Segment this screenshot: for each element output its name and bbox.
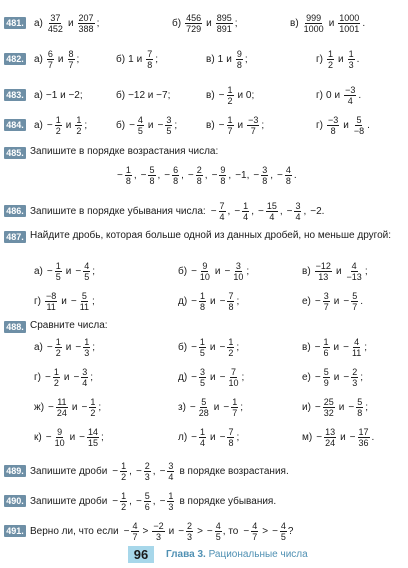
item-label: в) (206, 53, 215, 65)
fraction: $\frac{3}{10}$ (233, 260, 244, 282)
item-e: д) − $\frac{1}{8}$ и − $\frac{7}{8}$ ; (178, 290, 240, 312)
problem-number: 485. (4, 147, 26, 159)
fraction: $\frac{5}{9}$ (323, 366, 329, 388)
fraction: $\frac{3}{4}$ (168, 460, 174, 482)
item-text: и 0; (237, 89, 255, 101)
fraction: $\frac{4}{5}$ (137, 114, 143, 136)
item-label: б) (116, 89, 126, 101)
item-g: ж) − $\frac{11}{24}$ и − $\frac{1}{2}$ ; (34, 396, 102, 418)
fraction: $\frac{25}{32}$ (323, 396, 334, 418)
fraction: $\frac{4}{-13}$ (346, 260, 362, 282)
fraction: $\frac{6}{7}$ (47, 48, 53, 70)
item-k: л) − $\frac{1}{4}$ и − $\frac{7}{8}$ ; (178, 426, 240, 448)
problem-line: Верно ли, что если − $\frac{4}{7}$ > $\frac{-2}{3}$ и − $\frac{2}{3}$ > − $\frac{4}{5}$ , то − $\frac{4}{7}$ > − $\frac{4}{5}$ ? (30, 520, 294, 542)
fraction: $\frac{1}{8}$ (125, 164, 131, 186)
fraction: $\frac{37}{452}$ (47, 12, 63, 34)
fraction: $\frac{14}{15}$ (88, 426, 99, 448)
conjunction: и (214, 265, 221, 277)
item-c: в) − $\frac{1}{2}$ и 0; (206, 84, 255, 106)
integer: 1 (217, 53, 224, 65)
item-label: е) (302, 295, 311, 307)
conjunction: и (71, 401, 78, 413)
fraction: $\frac{7}{8}$ (228, 290, 234, 312)
problem-number: 482. (4, 53, 26, 65)
fraction: $\frac{8}{7}$ (68, 48, 74, 70)
problem-490 (0, 486, 408, 516)
fraction: $\frac{5}{6}$ (144, 490, 150, 512)
item-label: г) (316, 89, 323, 101)
fraction: $\frac{-2}{3}$ (153, 520, 164, 542)
problem-number: 483. (4, 89, 26, 101)
item-c: в) $\frac{999}{1000}$ и $\frac{1000}{1001}$ . (290, 12, 366, 34)
greater-sign: > (142, 525, 149, 537)
fraction: $\frac{207}{388}$ (78, 12, 94, 34)
fraction: $\frac{1}{7}$ (227, 114, 233, 136)
fraction: $\frac{1}{4}$ (243, 200, 249, 222)
fraction: $\frac{-3}{8}$ (327, 114, 339, 136)
problem-number: 489. (4, 465, 26, 477)
fraction: $\frac{7}{8}$ (147, 48, 153, 70)
problem-number: 487. (4, 231, 26, 243)
fraction: $\frac{4}{7}$ (132, 520, 138, 542)
fraction: $\frac{1}{3}$ (168, 490, 174, 512)
item-d: г) $\frac{-8}{11}$ и − $\frac{5}{11}$ ; (34, 290, 95, 312)
fraction: $\frac{2}{8}$ (196, 164, 202, 186)
fraction: $\frac{3}{4}$ (82, 366, 88, 388)
item-label: в) (206, 89, 215, 101)
item-a: а) − $\frac{1}{2}$ и − $\frac{1}{3}$ ; (34, 336, 95, 358)
problem-486 (0, 196, 408, 226)
conjunction: и (334, 89, 341, 101)
problem-number: 491. (4, 525, 26, 537)
item-label: г) (316, 53, 323, 65)
fraction: $\frac{17}{36}$ (358, 426, 369, 448)
conjunction: и (65, 265, 72, 277)
fraction: $\frac{4}{5}$ (280, 520, 286, 542)
fraction: $\frac{5}{8}$ (149, 164, 155, 186)
problem-number: 488. (4, 321, 26, 333)
integer: 1 (128, 53, 134, 65)
conjunction: и (338, 401, 345, 413)
problem-number: 484. (4, 119, 26, 131)
conjunction: и (210, 431, 216, 443)
problem-481 (0, 8, 408, 38)
problem-text: Запишите дроби (30, 495, 108, 507)
item-label: и) (302, 401, 311, 413)
problem-text: Запишите дроби (30, 465, 108, 477)
item-label: е) (302, 371, 311, 383)
fraction: $\frac{456}{729}$ (186, 12, 202, 34)
conjunction: и (67, 17, 74, 29)
problem-number: 481. (4, 17, 26, 29)
fraction: $\frac{5}{7}$ (352, 290, 358, 312)
problem-text: в порядке убывания. (179, 495, 277, 507)
problem-485 (0, 146, 408, 192)
fraction: $\frac{3}{8}$ (262, 164, 268, 186)
conjunction: и (206, 17, 212, 29)
conjunction: и (333, 295, 340, 307)
fraction: $\frac{1}{2}$ (53, 366, 59, 388)
item-c: в) − $\frac{1}{7}$ и $\frac{-3}{7}$ ; (206, 114, 265, 136)
fraction: $\frac{3}{7}$ (323, 290, 329, 312)
fraction: $\frac{-12}{13}$ (315, 260, 331, 282)
problem-483 (0, 80, 408, 110)
problem-text: Сравните числа: (30, 320, 108, 331)
fraction: $\frac{1}{5}$ (199, 336, 205, 358)
item-label: г) (316, 119, 323, 131)
problem-text: в порядке возрастания. (179, 465, 289, 477)
item-label: в) (206, 119, 215, 131)
item-label: в) (302, 265, 311, 277)
conjunction: и (328, 17, 335, 29)
fraction: $\frac{4}{5}$ (84, 260, 90, 282)
item-label: б) (116, 53, 126, 65)
fraction: $\frac{2}{3}$ (187, 520, 193, 542)
fraction: $\frac{4}{11}$ (351, 336, 362, 358)
fraction: $\frac{7}{8}$ (228, 426, 234, 448)
chapter-label: Глава 3. (166, 549, 206, 560)
fraction: $\frac{9}{8}$ (220, 164, 226, 186)
conjunction: и (209, 341, 216, 353)
item-b (116, 80, 170, 110)
fraction: $\frac{5}{-8}$ (353, 114, 365, 136)
item-label: з) (178, 401, 186, 413)
fraction: $\frac{1}{2}$ (327, 48, 333, 70)
item-label: а) (34, 119, 43, 131)
fraction: $\frac{9}{10}$ (54, 426, 65, 448)
conjunction: и (213, 401, 220, 413)
conjunction: и (210, 295, 216, 307)
number-list: − $\frac{1}{8}$ , − $\frac{5}{8}$ , − $\frac{6}{8}$ , − $\frac{2}{8}$ , − $\frac{9}{8}$ , −1, − $\frac{3}{8}$ , − $\frac{4}{8}$ . (117, 164, 297, 186)
fraction: $\frac{1}{3}$ (84, 336, 90, 358)
item-b: б) − $\frac{1}{5}$ и − $\frac{1}{2}$ ; (178, 336, 240, 358)
conjunction: и (168, 525, 175, 537)
fraction: $\frac{5}{28}$ (198, 396, 209, 418)
conjunction: и (61, 295, 67, 307)
conjunction: и (69, 431, 76, 443)
item-d: г) $\frac{1}{2}$ и $\frac{1}{3}$ . (316, 48, 360, 70)
problem-number: 490. (4, 495, 26, 507)
fraction: $\frac{2}{3}$ (352, 366, 358, 388)
fraction: $\frac{1}{2}$ (55, 336, 61, 358)
fraction: $\frac{-3}{7}$ (248, 114, 259, 136)
conjunction: и (340, 431, 346, 443)
item-a: а) − $\frac{1}{2}$ и $\frac{1}{2}$ ; (34, 114, 88, 136)
conjunction: и (343, 119, 349, 131)
fraction: $\frac{7}{4}$ (219, 200, 225, 222)
problem-text: Верно ли, что если (30, 525, 119, 537)
conjunction: и (333, 341, 340, 353)
fraction: $\frac{1}{8}$ (200, 290, 206, 312)
conjunction: и (65, 341, 72, 353)
page-number: 96 (128, 546, 154, 563)
item-f: е) − $\frac{5}{9}$ и − $\frac{2}{3}$ ; (302, 366, 363, 388)
item-d: г) 0 и $\frac{-3}{4}$ . (316, 84, 362, 106)
problem-482 (0, 44, 408, 74)
item-label: а) (34, 17, 43, 29)
problem-text: Запишите в порядке возрастания числа: (30, 146, 219, 157)
fraction: $\frac{13}{24}$ (325, 426, 336, 448)
fraction: $\frac{-3}{4}$ (345, 84, 356, 106)
item-label: д) (178, 295, 188, 307)
item-e: д) − $\frac{3}{5}$ и − $\frac{7}{10}$ ; (178, 366, 245, 388)
fraction: $\frac{7}{10}$ (228, 366, 239, 388)
fraction: $\frac{5}{11}$ (79, 290, 90, 312)
item-label: ж) (34, 401, 45, 413)
item-label: к) (34, 431, 42, 443)
item-b: б) $\frac{456}{729}$ и $\frac{895}{891}$ ; (172, 12, 238, 34)
item-h: з) − $\frac{5}{28}$ и − $\frac{1}{7}$ ; (178, 396, 244, 418)
conjunction: и (65, 119, 72, 131)
fraction: $\frac{1}{6}$ (323, 336, 329, 358)
item-f: е) − $\frac{3}{7}$ и − $\frac{5}{7}$ . (302, 290, 363, 312)
item-label: а) (34, 53, 43, 65)
item-label: а) (34, 341, 43, 353)
fraction: $\frac{1}{2}$ (76, 114, 82, 136)
item-label: а) (34, 265, 43, 277)
problem-484 (0, 110, 408, 140)
fraction: $\frac{1}{2}$ (121, 490, 127, 512)
fraction: $\frac{1000}{1001}$ (339, 12, 360, 34)
item-b: б) − $\frac{9}{10}$ и − $\frac{3}{10}$ ; (178, 260, 250, 282)
item-c: в) − $\frac{1}{6}$ и − $\frac{4}{11}$ ; (302, 336, 368, 358)
problem-number: 486. (4, 205, 26, 217)
fraction: $\frac{1}{2}$ (55, 114, 61, 136)
question-mark: ? (287, 525, 294, 537)
problem-489 (0, 456, 408, 486)
fraction: $\frac{9}{8}$ (236, 48, 242, 70)
greater-sign: > (197, 525, 203, 537)
item-a: а) − $\frac{1}{5}$ и − $\frac{4}{5}$ ; (34, 260, 95, 282)
fraction: $\frac{1}{2}$ (228, 336, 234, 358)
item-c: в) $\frac{-12}{13}$ и $\frac{4}{-13}$ ; (302, 260, 368, 282)
item-l: м) − $\frac{13}{24}$ и − $\frac{17}{36}$ . (302, 426, 375, 448)
conjunction: и (57, 53, 64, 65)
problem-line: Запишите дроби − $\frac{1}{2}$ , − $\frac{2}{3}$ , − $\frac{3}{4}$ в порядке возрастания. (30, 460, 289, 482)
fraction: $\frac{1}{5}$ (55, 260, 61, 282)
conjunction: и (237, 119, 244, 131)
fraction: $\frac{2}{3}$ (144, 460, 150, 482)
fraction: $\frac{4}{7}$ (252, 520, 258, 542)
item-label: а) (34, 89, 43, 101)
item-label: в) (290, 17, 299, 29)
conjunction: и (63, 371, 70, 383)
item-text: −12 и −7; (128, 89, 171, 101)
item-label: м) (302, 431, 313, 443)
fraction: $\frac{-8}{11}$ (45, 290, 57, 312)
fraction: $\frac{5}{8}$ (357, 396, 363, 418)
integer: −1, (235, 169, 250, 181)
item-label: б) (116, 119, 126, 131)
problem-488 (0, 320, 408, 454)
item-label: в) (302, 341, 311, 353)
item-a: а) $\frac{37}{452}$ и $\frac{207}{388}$ ; (34, 12, 100, 34)
item-c: в) 1 и $\frac{9}{8}$ ; (206, 48, 248, 70)
fraction: $\frac{1}{2}$ (227, 84, 233, 106)
item-label: г) (34, 295, 41, 307)
chapter-name: Рациональные числа (208, 549, 308, 560)
fraction: $\frac{15}{4}$ (266, 200, 277, 222)
integer: 0 (325, 89, 332, 101)
fraction: $\frac{1}{3}$ (348, 48, 354, 70)
conjunction: и (210, 371, 216, 383)
conjunction: и (333, 371, 340, 383)
fraction: $\frac{1}{7}$ (232, 396, 238, 418)
problem-487 (0, 230, 408, 318)
problem-text: Найдите дробь, которая больше одной из данных дробей, но меньше другой: (30, 230, 391, 241)
item-a (34, 80, 83, 110)
fraction: $\frac{1}{2}$ (90, 396, 96, 418)
item-label: б) (178, 341, 188, 353)
item-j: к) − $\frac{9}{10}$ и − $\frac{14}{15}$ ; (34, 426, 104, 448)
fraction: $\frac{999}{1000}$ (303, 12, 324, 34)
fraction: $\frac{6}{8}$ (173, 164, 179, 186)
conjunction: и (335, 265, 342, 277)
item-label: б) (178, 265, 188, 277)
problem-line: Запишите дроби − $\frac{1}{2}$ , − $\frac{5}{6}$ , − $\frac{1}{3}$ в порядке убывания. (30, 490, 277, 512)
chapter-title (166, 549, 308, 560)
problem-text: Запишите в порядке убывания числа: (30, 205, 206, 217)
item-d: г) − $\frac{1}{2}$ и − $\frac{3}{4}$ ; (34, 366, 94, 388)
fraction: $\frac{4}{8}$ (285, 164, 291, 186)
fraction: $\frac{3}{5}$ (166, 114, 172, 136)
item-i: и) − $\frac{25}{32}$ и − $\frac{5}{8}$ ; (302, 396, 369, 418)
conjunction: и (338, 53, 344, 65)
fraction: $\frac{3}{4}$ (295, 200, 301, 222)
item-text: −1 и −2; (45, 89, 83, 101)
conjunction: и (226, 53, 232, 65)
problem-491 (0, 516, 408, 546)
page-footer (0, 544, 408, 566)
integer: −2. (310, 205, 325, 217)
fraction: $\frac{1}{4}$ (200, 426, 206, 448)
conjunction: и (147, 119, 154, 131)
item-label: б) (172, 17, 182, 29)
fraction: $\frac{1}{2}$ (121, 460, 127, 482)
item-b: б) − $\frac{4}{5}$ и − $\frac{3}{5}$ ; (116, 114, 178, 136)
fraction: $\frac{11}{24}$ (56, 396, 67, 418)
item-b: б) 1 и $\frac{7}{8}$ ; (116, 48, 159, 70)
fraction: $\frac{3}{5}$ (200, 366, 206, 388)
conjunction: и (136, 53, 143, 65)
item-label: г) (34, 371, 41, 383)
problem-line: Запишите в порядке убывания числа: − $\frac{7}{4}$ , − $\frac{1}{4}$ , − $\frac{15}{4}$ , − $\frac{3}{4}$ , −2. (30, 200, 325, 222)
item-a: а) $\frac{6}{7}$ и $\frac{8}{7}$ ; (34, 48, 80, 70)
fraction: $\frac{895}{891}$ (216, 12, 232, 34)
fraction: $\frac{4}{5}$ (215, 520, 221, 542)
item-d: г) $\frac{-3}{8}$ и $\frac{5}{-8}$ . (316, 114, 370, 136)
greater-sign: > (262, 525, 269, 537)
fraction: $\frac{9}{10}$ (199, 260, 210, 282)
item-label: д) (178, 371, 188, 383)
problem-text: , то (222, 525, 239, 537)
item-label: л) (178, 431, 188, 443)
